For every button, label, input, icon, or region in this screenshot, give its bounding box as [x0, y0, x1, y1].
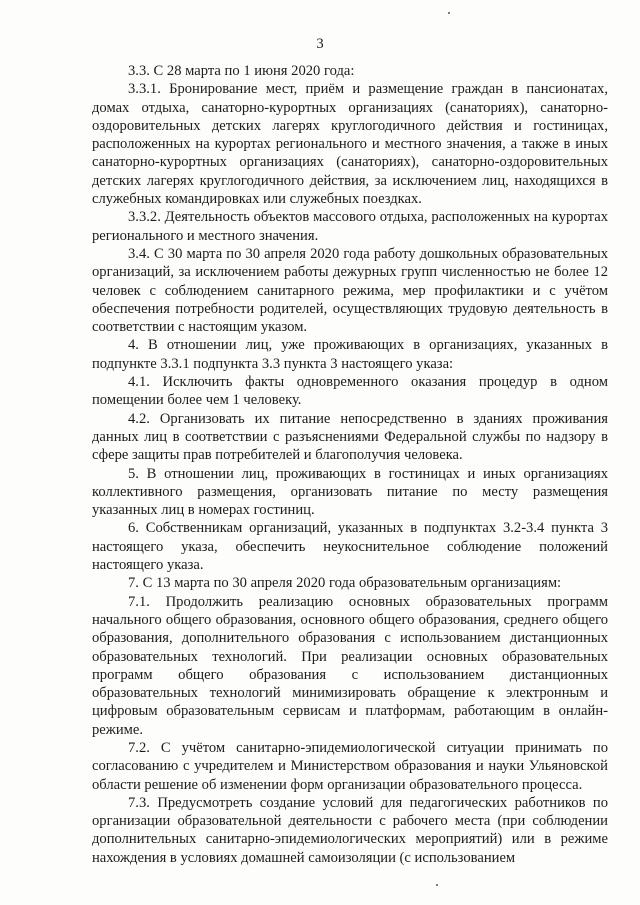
paragraph-7: 7. С 13 марта по 30 апреля 2020 года образовательным организациям:	[128, 575, 562, 592]
paragraph-3-3-1: 3.3.1. Бронирование мест, приём и размещение граждан в пансионатах, домах отдыха, санаторно-курортных организациях (санаториях), санаторно-оздоровительных детских лагерях круглогодичного действия и гостиницах, расположенных на курортах регионального и местного значения, а также в иных санаторно-курортных организациях (санаториях), санаторно-оздоровительных детских лагерях круглогодичного действия, за исключением лиц, находящихся в служебных командировках или служебных поездках.	[92, 81, 608, 208]
paragraph-4-2: 4.2. Организовать их питание непосредственно в зданиях проживания данных лиц в соответствии с разъяснениями Федеральной службы по надзору в сфере защиты прав потребителей и благополучия человека.	[92, 410, 608, 464]
paragraph-6: 6. Собственникам организаций, указанных в подпунктах 3.2-3.4 пункта 3 настоящего указа, обеспечить неукоснительное соблюдение положений настоящего указа.	[92, 520, 608, 574]
paragraph-7-1: 7.1. Продолжить реализацию основных образовательных программ начального общего образования, основного общего образования, среднего общего образования, дополнительного образования с использованием дистанционных образовательных технологий. При реализации основных образовательных программ общего образования с использованием дистанционных образовательных технологий минимизировать обращение к электронным и цифровым образовательным сервисам и платформам, работающим в онлайн-режиме.	[92, 593, 608, 738]
scan-speck	[436, 884, 438, 886]
paragraph-3-3: 3.3. С 28 марта по 1 июня 2020 года:	[128, 63, 355, 79]
paragraph-7-3: 7.3. Предусмотреть создание условий для педагогических работников по организации образовательной деятельности с рабочего места (при соблюдении дополнительных санитарно-эпидемиологических мероприятий) или в режиме нахождения в условиях домашней самоизоляции (с использованием	[92, 794, 608, 866]
page-number: 3	[316, 36, 324, 52]
paragraph-4: 4. В отношении лиц, уже проживающих в организациях, указанных в подпункте 3.3.1 подпункта 3.3 пункта 3 настоящего указа:	[92, 337, 608, 372]
scan-speck	[448, 12, 450, 14]
paragraph-3-4: 3.4. С 30 марта по 30 апреля 2020 года работу дошкольных образовательных организаций, за исключением работы дежурных групп численностью не более 12 человек с соблюдением санитарного режима, мер профилактики и с учётом обеспечения потребности родителей, осуществляющих трудовую деятельность в соответствии с настоящим указом.	[92, 245, 608, 336]
paragraph-4-1: 4.1. Исключить факты одновременного оказания процедур в одном помещении более чем 1 человеку.	[92, 374, 608, 409]
paragraph-7-2: 7.2. С учётом санитарно-эпидемиологической ситуации принимать по согласованию с учредителем и Министерством образования и науки Ульяновской области решение об изменении форм организации образовательного процесса.	[92, 739, 608, 793]
paragraph-3-3-2: 3.3.2. Деятельность объектов массового отдыха, расположенных на курортах регионального и местного значения.	[92, 209, 608, 244]
document-body	[92, 62, 608, 867]
paragraph-5: 5. В отношении лиц, проживающих в гостиницах и иных организациях коллективного размещения, организовать питание по месту размещения указанных лиц в номерах гостиниц.	[92, 465, 608, 519]
